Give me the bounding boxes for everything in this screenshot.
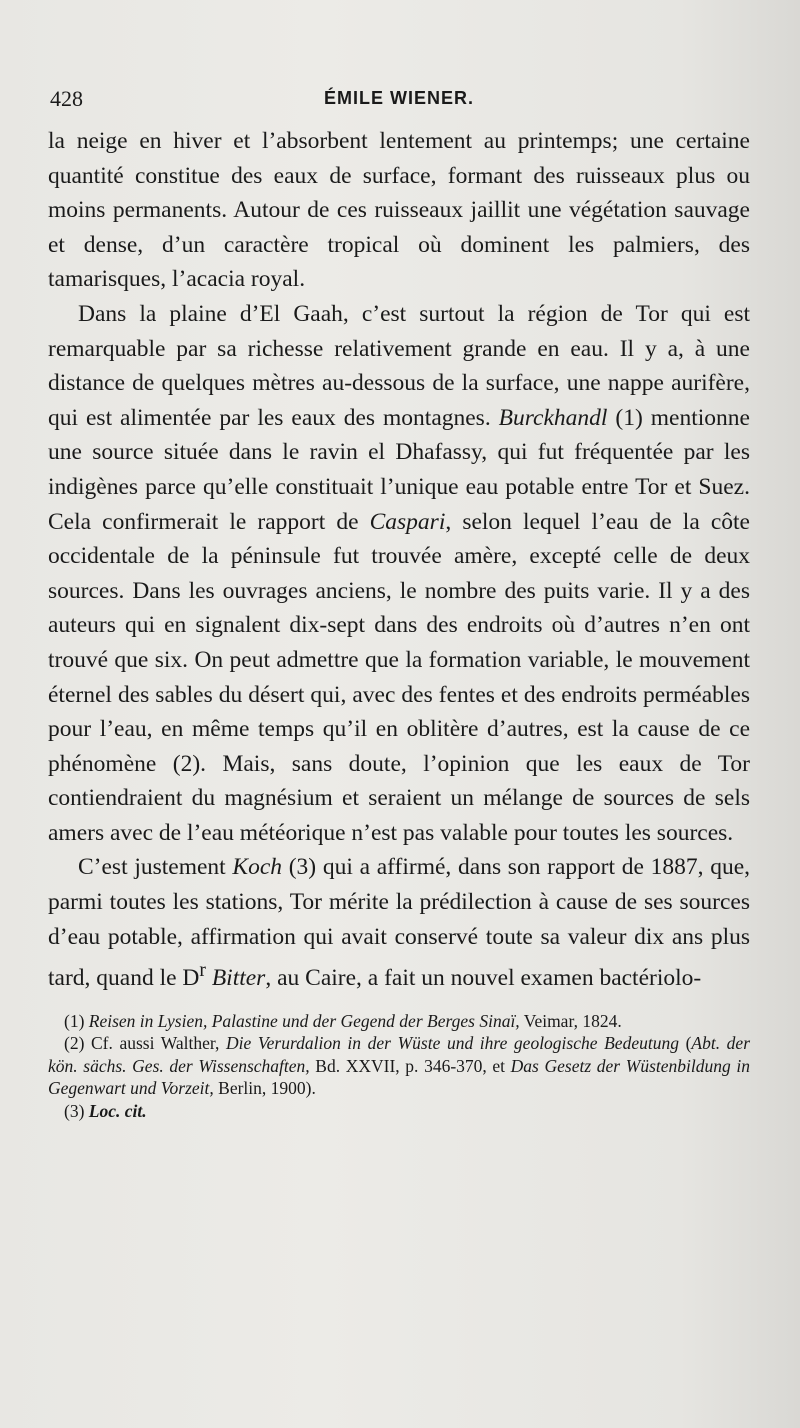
running-head [48, 86, 750, 122]
running-head-author: ÉMILE WIENER. [323, 88, 474, 108]
footnote-1-mark: (1) [64, 1010, 85, 1031]
page-number: 428 [50, 86, 83, 111]
footnote-2-title-1: Die Verurdalion in der Wüste und ihre geologische Bedeutung [226, 1033, 679, 1054]
author-name-caspari: Caspari [369, 508, 446, 535]
body-text [48, 124, 750, 996]
paragraph-2-text-c: , selon lequel l’eau de la côte occidentale de la péninsule fut trouvée amère, excepté celle de deux sources. Dans les ouvrages anciens, le nombre des puits varie. Il y a des auteurs qui en signalent dix-sept dans des endroits où d’autres n’en ont trouvé que six. On peut admettre que la formation variable, le mouvement éternel des sables du désert qui, avec des fentes et des endroits perméables pour l’eau, en même temps qu’il en oblitère d’autres, est la cause de ce phénomène (2). Mais, sans doute, l’opinion que les eaux de Tor contiendraient du magnésium et seraient un mélange de sources de sels amers avec de l’eau météorique n’est pas valable pour toutes les sources. [48, 508, 750, 846]
doctor-abbreviation-superscript: r [199, 960, 206, 982]
author-name-koch: Koch [232, 854, 283, 881]
paragraph-2-text-a: Dans la plaine d’El Gaah, c’est surtout la région de Tor qui est remarquable par sa richesse relativement grande en eau. Il y a, à une distance de quelques mètres au-dessous de la surface, une nappe aurifère, qui est alimentée par les eaux des montagnes. [48, 300, 750, 431]
footnote-3-title: Loc. cit. [88, 1100, 147, 1121]
footnote-1 [48, 1010, 750, 1033]
author-name-burckhandl: Burckhandl [498, 404, 608, 431]
footnote-2-text-c: Bd. XXVII, p. 346-370, et [309, 1055, 511, 1076]
footnote-2-title-2: Das Gesetz der Wüstenbildung in Gegenwart und Vorzeit, [48, 1055, 750, 1099]
footnote-1-title: Reisen in Lysien, Palastine und der Gegend der Berges Sinaï, [88, 1010, 520, 1031]
footnote-2-mark: (2) [64, 1033, 85, 1054]
paragraph-3-text-a: C’est justement [78, 854, 233, 881]
footnote-3 [48, 1100, 750, 1123]
paragraph-3-text-c: , au Caire, a fait un nouvel examen bactériolo- [265, 965, 702, 992]
author-name-bitter: Bitter [211, 965, 266, 992]
paragraph-2-text-b: (1) mentionne une source située dans le ravin el Dhafassy, qui fut fréquentée par les indigènes parce qu’elle constituait l’unique eau potable entre Tor et Suez. Cela confirmerait le rapport de [48, 404, 750, 535]
paragraph-2 [48, 297, 750, 851]
footnote-2-journal: Abt. der kön. sächs. Ges. der Wissenschaften, [48, 1033, 751, 1076]
paragraph-1: la neige en hiver et l’absorbent lentement au printemps; une certaine quantité constitue des eaux de surface, formant des ruisseaux plus ou moins permanents. Autour de ces ruisseaux jaillit une végétation sauvage et dense, d’un caractère tropical où dominent les palmiers, des tamarisques, l’acacia royal. [48, 128, 750, 293]
footnote-2-text-d: Berlin, 1900). [213, 1078, 316, 1099]
footnote-2 [48, 1032, 750, 1100]
paragraph-3 [48, 850, 750, 995]
footnotes [48, 1010, 750, 1123]
footnote-2-text-a: Cf. aussi Walther, [84, 1033, 226, 1054]
footnote-3-mark: (3) [64, 1100, 85, 1121]
footnote-2-text-b: ( [678, 1033, 692, 1054]
footnote-1-rest: Veimar, 1824. [519, 1010, 622, 1031]
paragraph-3-text-b: (3) qui a affirmé, dans son rapport de 1887, que, parmi toutes les stations, Tor mérite la prédilection à cause de ses sources d’eau potable, affirmation qui avait conservé toute sa valeur dix ans plus tard, quand le D [48, 854, 750, 992]
